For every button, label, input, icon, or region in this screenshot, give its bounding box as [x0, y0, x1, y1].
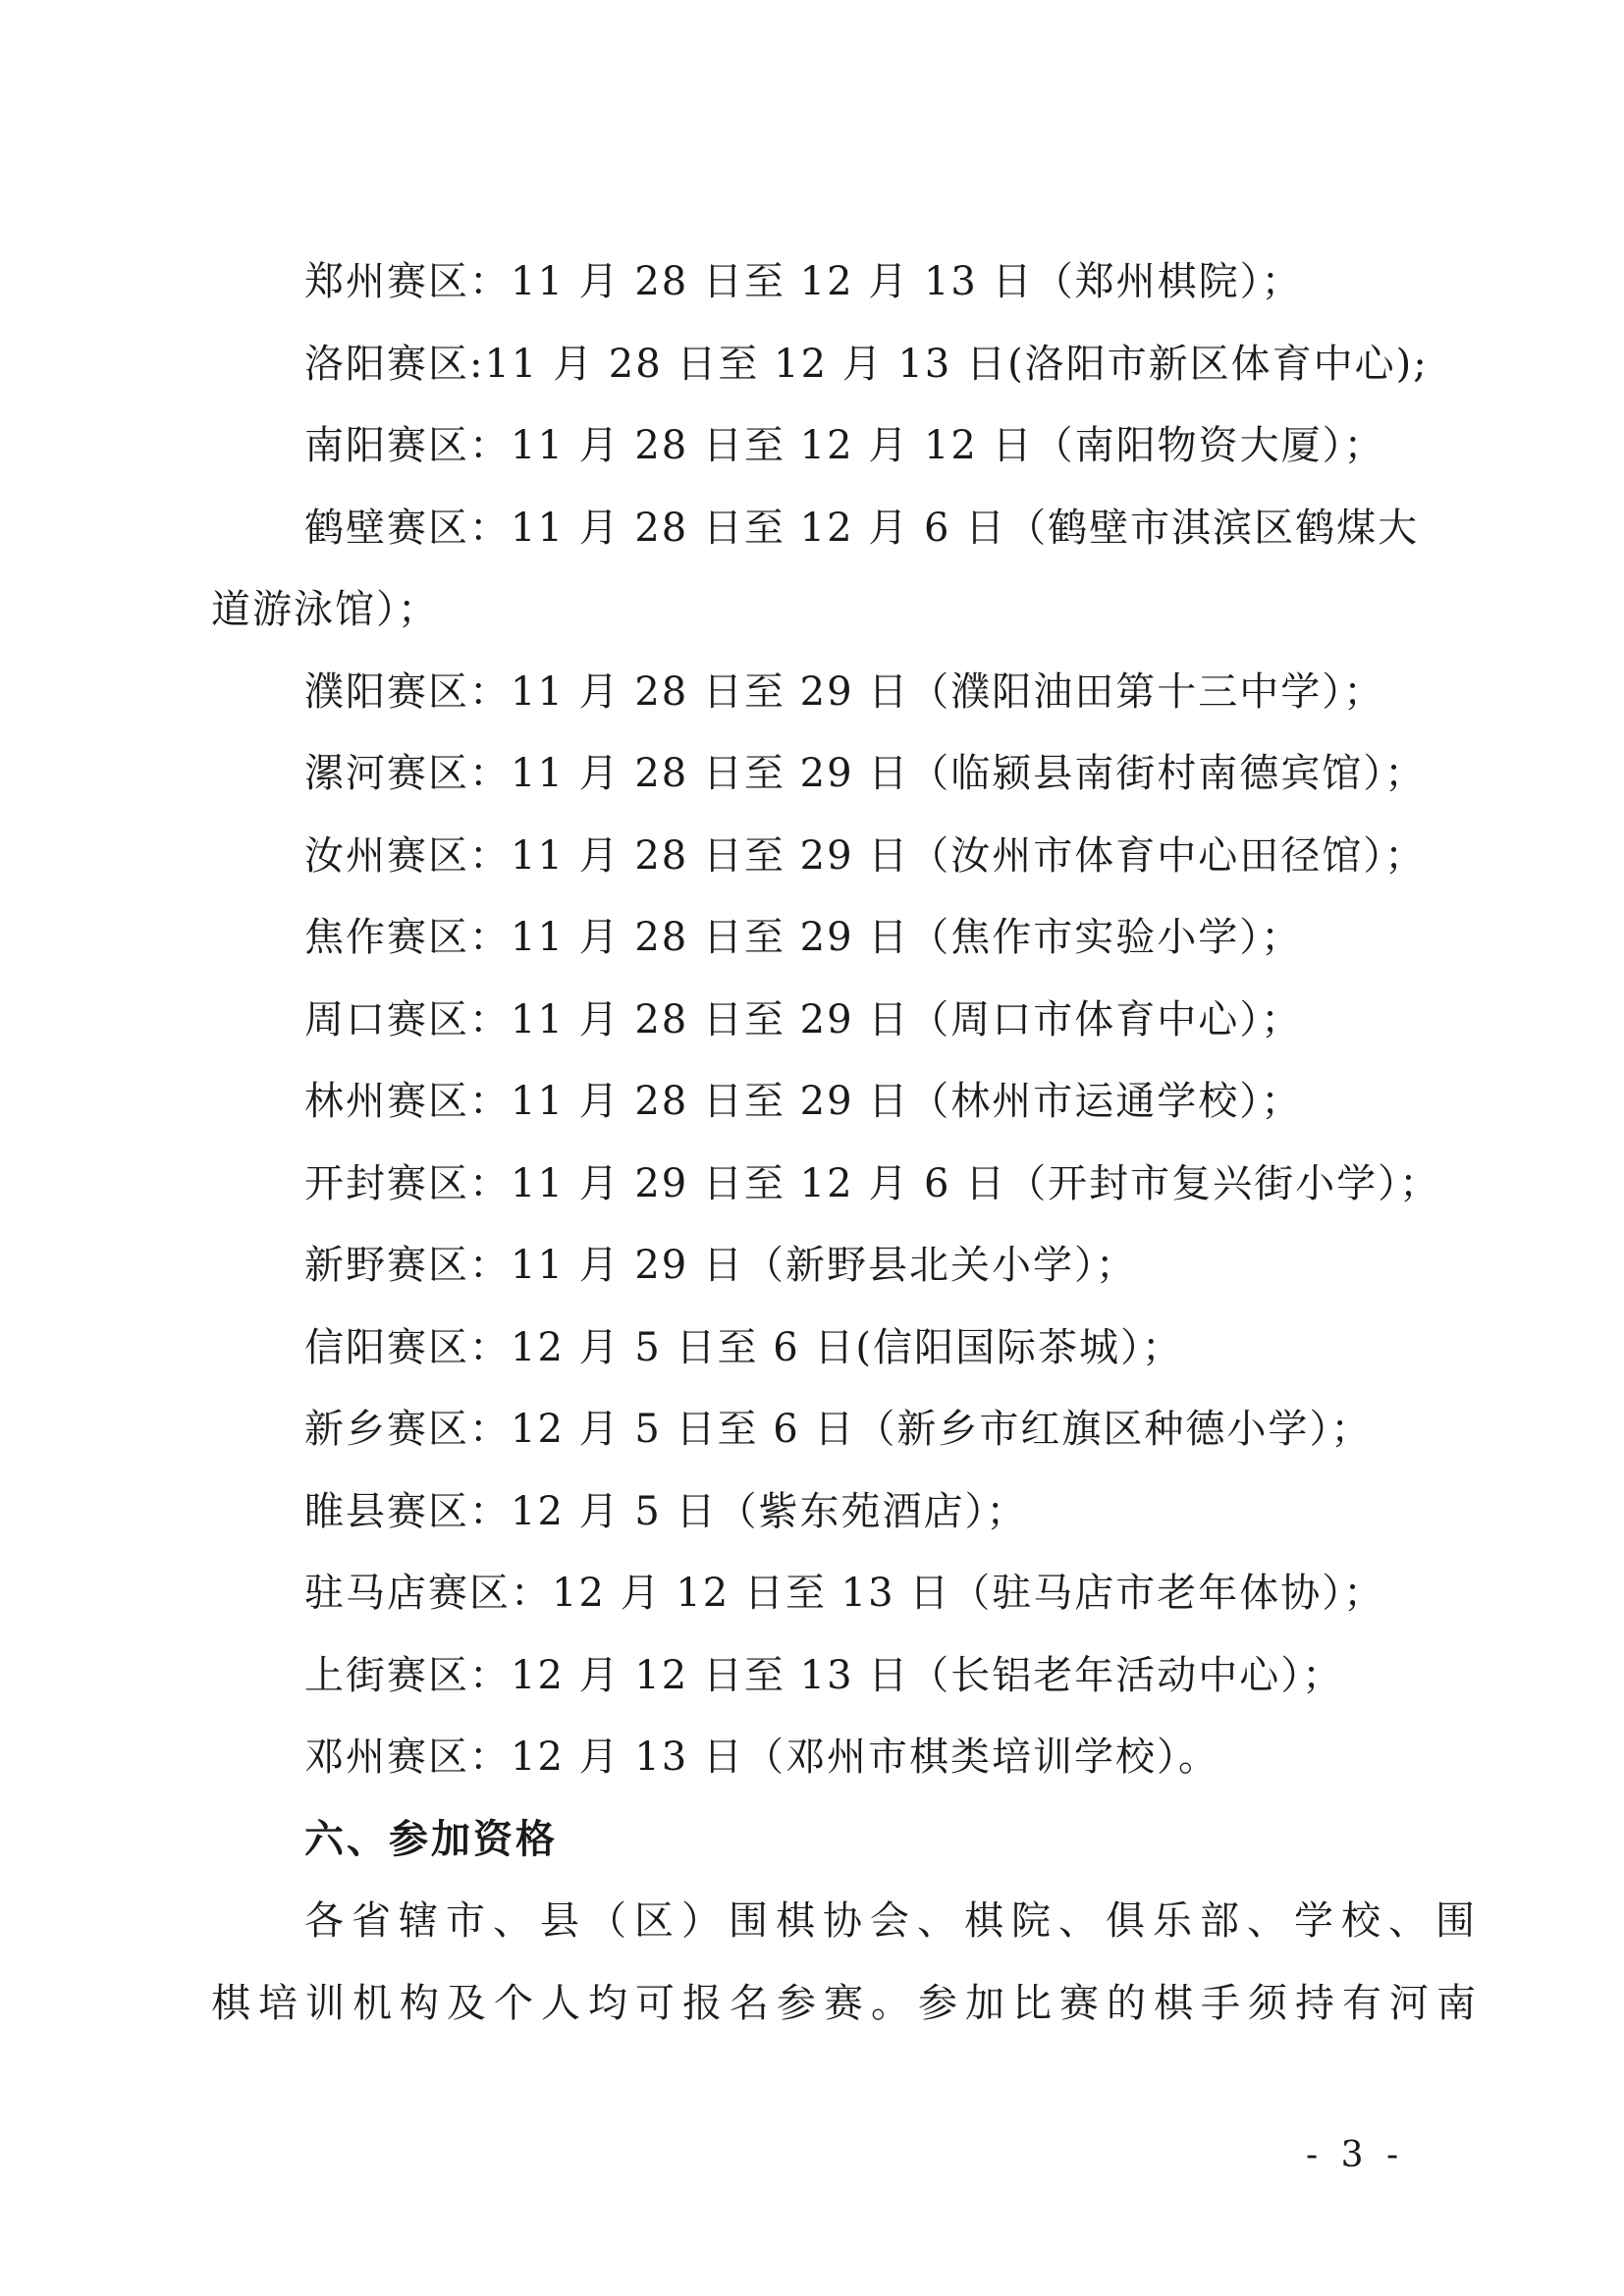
schedule-line-zhumadian: 驻马店赛区：12 月 12 日至 13 日（驻马店市老年体协）； [304, 1571, 1385, 1616]
schedule-line-shangjie: 上街赛区：12 月 12 日至 13 日（长铝老年活动中心）； [304, 1652, 1344, 1698]
schedule-line-ruzhou: 汝州赛区：11 月 28 日至 29 日（汝州市体育中心田径馆）； [304, 832, 1427, 879]
schedule-line-suixian: 睢县赛区：12 月 5 日（紫东苑酒店）； [304, 1488, 1028, 1534]
schedule-line-hebi-continued: 道游泳馆）； [211, 587, 439, 632]
schedule-line-jiaozuo: 焦作赛区：11 月 28 日至 29 日（焦作市实验小学）； [304, 915, 1303, 960]
schedule-line-puyang: 濮阳赛区：11 月 28 日至 29 日（濮阳油田第十三中学）； [304, 668, 1385, 715]
schedule-line-kaifeng: 开封赛区：11 月 29 日至 12 月 6 日（开封市复兴街小学）； [304, 1160, 1441, 1206]
schedule-line-luoyang: 洛阳赛区:11 月 28 日至 12 月 13 日(洛阳市新区体育中心); [304, 341, 1429, 387]
schedule-line-zhoukou: 周口赛区：11 月 28 日至 29 日（周口市体育中心）； [304, 996, 1303, 1042]
paragraph-line-2: 棋培训机构及个人均可报名参赛。参加比赛的棋手须持有河南 [211, 1980, 1484, 2026]
schedule-line-xinye: 新野赛区：11 月 29 日（新野县北关小学）； [304, 1243, 1137, 1288]
schedule-line-xinyang: 信阳赛区：12 月 5 日至 6 日(信阳国际茶城）； [304, 1324, 1183, 1370]
schedule-line-xinxiang: 新乡赛区：12 月 5 日至 6 日（新乡市红旗区种德小学）； [304, 1407, 1373, 1452]
schedule-line-nanyang: 南阳赛区：11 月 28 日至 12 月 12 日（南阳物资大厦）； [304, 423, 1385, 468]
competition-schedule [211, 241, 1484, 2045]
schedule-line-dengzhou: 邓州赛区：12 月 13 日（邓州市棋类培训学校）。 [304, 1735, 1219, 1780]
section-heading: 六、参加资格 [304, 1816, 558, 1862]
page-number: - 3 - [1306, 2135, 1405, 2175]
paragraph-line-1: 各省辖市、县（区）围棋协会、棋院、俱乐部、学校、围 [304, 1898, 1483, 1944]
schedule-line-hebi: 鹤壁赛区：11 月 28 日至 12 月 6 日（鹤壁市淇滨区鹤煤大 [304, 505, 1420, 551]
schedule-line-luohe: 漯河赛区：11 月 28 日至 29 日（临颍县南街村南德宾馆）； [304, 751, 1427, 796]
schedule-line-linzhou: 林州赛区：11 月 28 日至 29 日（林州市运通学校）； [304, 1079, 1303, 1124]
schedule-line-zhengzhou: 郑州赛区：11 月 28 日至 12 月 13 日（郑州棋院）； [304, 259, 1303, 304]
